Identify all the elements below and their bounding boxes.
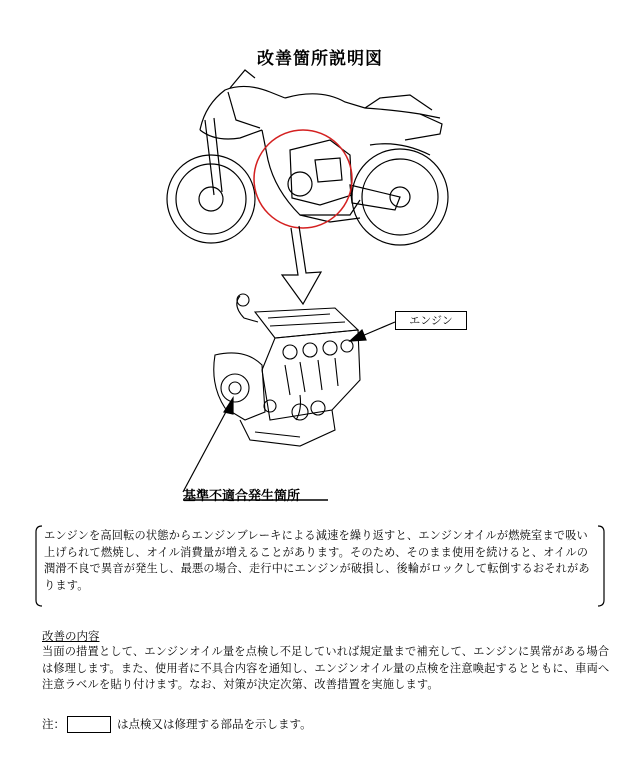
highlight-circle bbox=[254, 130, 352, 228]
engine-pointer-arrow bbox=[350, 322, 395, 341]
motorcycle-illustration bbox=[167, 70, 448, 245]
defect-location-label: 基準不適合発生箇所 bbox=[183, 489, 301, 504]
note-prefix: 注： bbox=[42, 717, 65, 731]
down-arrow bbox=[282, 226, 321, 304]
defect-description: エンジンを高回転の状態からエンジンブレーキによる減速を繰り返すと、エンジンオイルが燃焼室まで吸い上げられて燃焼し、オイル消費量が増えることがあります。そのため、そのまま使用を続けると、オイルの潤滑不良で異音が発生し、最悪の場合、走行中にエンジンが破損し、後輪がロックして転倒するおそれがあります。 bbox=[44, 529, 590, 593]
note bbox=[42, 716, 312, 733]
engine-illustration bbox=[214, 294, 360, 446]
engine-label: エンジン bbox=[395, 311, 467, 330]
page-title: 改善箇所説明図 bbox=[257, 49, 383, 69]
legend-box bbox=[67, 716, 111, 733]
note-suffix: は点検又は修理する部品を示します。 bbox=[117, 717, 312, 731]
improvement-body: 当面の措置として、エンジンオイル量を点検し不足していれば規定量まで補充して、エンジンに異常がある場合は修理します。また、使用者に不具合内容を通知し、エンジンオイル量の点検を注意喚起するとともに、車両へ注意ラベルを貼り付けます。なお、対策が決定次第、改善措置を実施します。 bbox=[42, 645, 610, 692]
improvement-heading: 改善の内容 bbox=[42, 629, 100, 643]
